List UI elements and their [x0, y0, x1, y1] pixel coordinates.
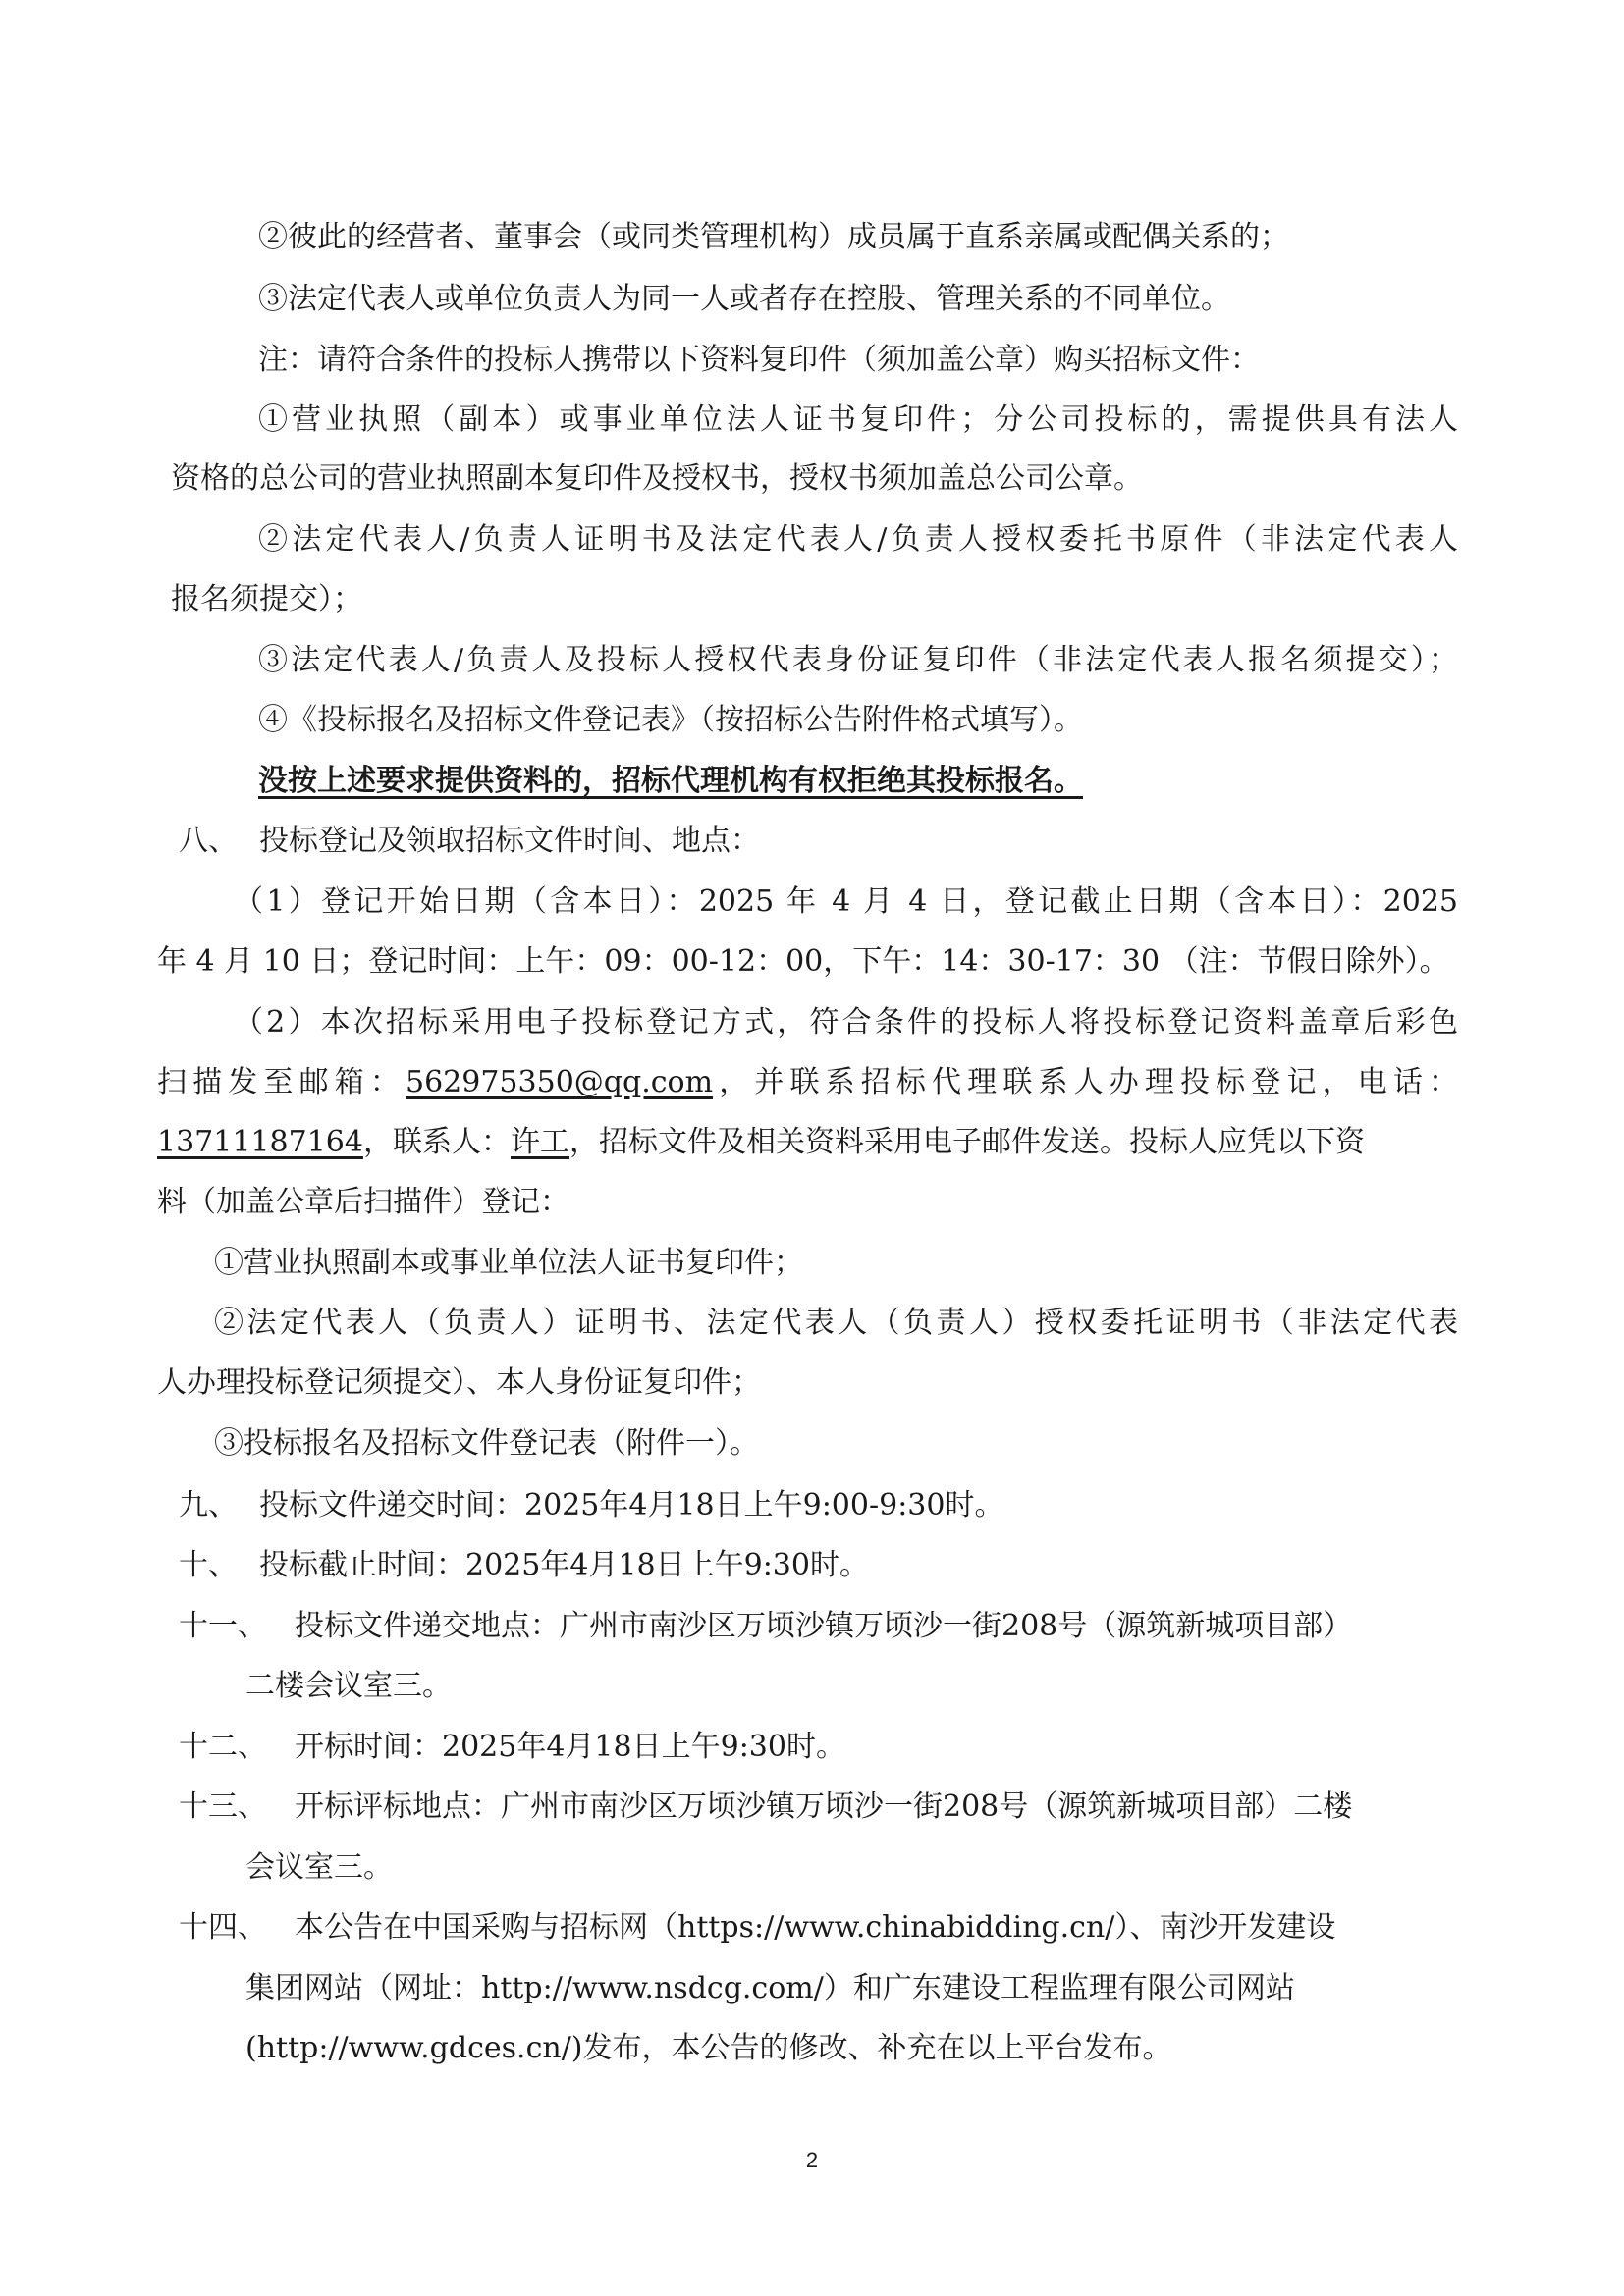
phone-number: 13711187164	[157, 1125, 363, 1159]
text-line: ④《投标报名及招标文件登记表》（按招标公告附件格式填写）。	[258, 703, 1083, 737]
text-line: 资格的总公司的营业执照副本复印件及授权书，授权书须加盖总公司公章。	[171, 461, 1143, 496]
email-link[interactable]: 562975350@qq.com	[406, 1065, 714, 1099]
text-line: ③投标报名及招标文件登记表（附件一）。	[214, 1426, 759, 1461]
text-line: ②法定代表人/负责人证明书及法定代表人/负责人授权委托书原件（非法定代表人	[258, 522, 1458, 557]
text-line	[157, 1123, 1365, 1162]
text-line: ②法定代表人（负责人）证明书、法定代表人（负责人）授权委托证明书（非法定代表	[214, 1306, 1458, 1340]
section-text: 开标时间：2025年4月18日上午9:30时。	[295, 1730, 845, 1764]
contact-name: 许工	[510, 1125, 569, 1159]
text-line: （2）本次招标采用电子投标登记方式，符合条件的投标人将投标登记资料盖章后彩色	[234, 1005, 1458, 1040]
section-text: 本公告在中国采购与招标网（https://www.chinabidding.cn/）、南沙开发建设	[295, 1910, 1336, 1945]
section-text: 投标截止时间：2025年4月18日上午9:30时。	[259, 1548, 869, 1582]
section-text: 投标文件递交时间：2025年4月18日上午9:00-9:30时。	[259, 1488, 1004, 1522]
text-fragment: ，并联系招标代理联系人办理投标登记，电话：	[713, 1065, 1459, 1099]
section-text: 开标评标地点：广州市南沙区万顷沙镇万顷沙一街208号（源筑新城项目部）二楼	[295, 1789, 1353, 1824]
section-text: 投标文件递交地点：广州市南沙区万顷沙镇万顷沙一街208号（源筑新城项目部）	[295, 1609, 1353, 1643]
text-line: ①营业执照（副本）或事业单位法人证书复印件；分公司投标的，需提供具有法人	[258, 402, 1458, 437]
text-line: ①营业执照副本或事业单位法人证书复印件；	[214, 1246, 803, 1280]
section-text-continued: (http://www.gdces.cn/)发布，本公告的修改、补充在以上平台发布。	[245, 2031, 1172, 2065]
text-line: 料（加盖公章后扫描件）登记：	[157, 1185, 569, 1219]
section-text-continued: 会议室三。	[245, 1850, 393, 1885]
section-number: 十三、	[179, 1789, 267, 1824]
text-line: ③法定代表人或单位负责人为同一人或者存在控股、管理关系的不同单位。	[258, 282, 1230, 316]
text-line: 人办理投标登记须提交）、本人身份证复印件；	[157, 1365, 761, 1400]
section-text-continued: 二楼会议室三。	[245, 1669, 452, 1703]
section-heading: 投标登记及领取招标文件时间、地点：	[259, 824, 760, 858]
text-line	[157, 1063, 1458, 1102]
warning-line: 没按上述要求提供资料的，招标代理机构有权拒绝其投标报名。	[258, 764, 1083, 798]
text-line: ③法定代表人/负责人及投标人授权代表身份证复印件（非法定代表人报名须提交）；	[258, 643, 1458, 677]
text-line: （1）登记开始日期（含本日）：2025 年 4 月 4 日，登记截止日期（含本日）：2025	[234, 884, 1458, 919]
section-number: 九、	[179, 1488, 238, 1522]
section-text-continued: 集团网站（网址：http://www.nsdcg.com/）和广东建设工程监理有限公司网站	[245, 1971, 1295, 2005]
text-fragment: 扫描发至邮箱：	[157, 1065, 406, 1099]
text-line: ②彼此的经营者、董事会（或同类管理机构）成员属于直系亲属或配偶关系的；	[258, 220, 1289, 254]
text-fragment: ，招标文件及相关资料采用电子邮件发送。投标人应凭以下资	[568, 1125, 1365, 1159]
section-number: 十四、	[179, 1910, 267, 1945]
note-line: 注：请符合条件的投标人携带以下资料复印件（须加盖公章）购买招标文件：	[258, 343, 1260, 377]
text-fragment: ，联系人：	[362, 1125, 511, 1159]
section-number: 八、	[179, 824, 238, 858]
section-number: 十、	[179, 1548, 238, 1582]
section-number: 十一、	[179, 1609, 267, 1643]
page-number: 2	[805, 2148, 819, 2172]
text-line: 报名须提交）；	[171, 582, 362, 616]
section-number: 十二、	[179, 1730, 267, 1764]
text-line: 年 4 月 10 日；登记时间：上午：09：00-12：00，下午：14：30-17：30 （注：节假日除外）。	[157, 944, 1449, 979]
